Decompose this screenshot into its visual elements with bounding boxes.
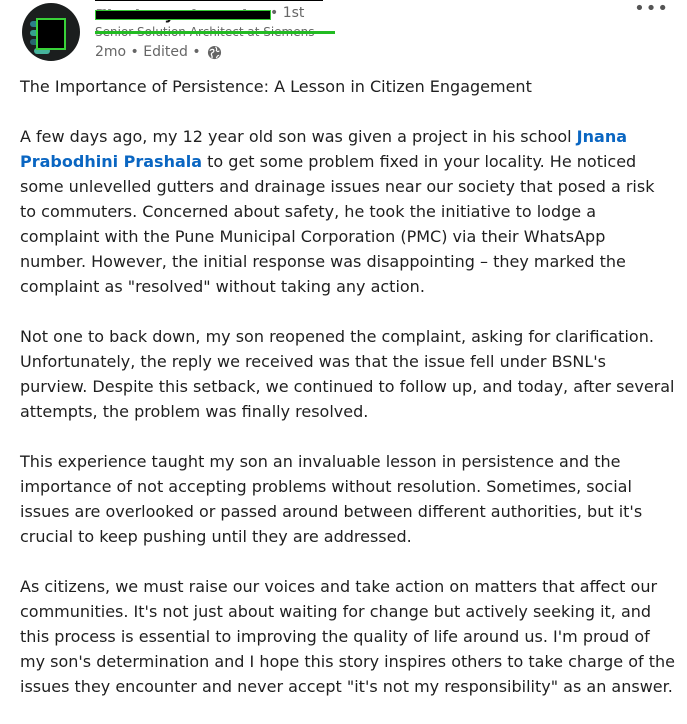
post-title: The Importance of Persistence: A Lesson in Citizen Engagement — [20, 77, 532, 96]
avatar-redaction — [36, 18, 66, 50]
post-paragraph: Not one to back down, my son reopened the complaint, asking for clarification. Unfortunately, the reply we received was that the issue fell under BSNL's purview. Despite this setback, we continued to follow up, and today, after several attempts, the problem was finally resolved. — [20, 327, 675, 421]
post-body — [20, 74, 675, 724]
connection-degree: • 1st — [270, 5, 305, 21]
more-options-icon[interactable]: ••• — [634, 0, 669, 19]
post-meta — [95, 44, 222, 60]
headline-redaction — [95, 31, 335, 34]
post-time-edited: 2mo • Edited • — [95, 44, 201, 60]
name-redaction — [95, 10, 271, 20]
post-paragraph: A few days ago, my 12 year old son was given a project in his school Jnana Prabodhini Prashala to get some problem fixed in your locality. He noticed some unlevelled gutters and drainage issues near our society that posed a risk to commuters. Concerned about safety, he took the initiative to lodge a complaint with the Pune Municipal Corporation (PMC) via their WhatsApp number. However, the initial response was disappointing – they marked the complaint as "resolved" without taking any action. — [20, 127, 655, 296]
post-paragraph: As citizens, we must raise our voices and take action on matters that affect our communities. It's not just about waiting for change but actively seeking it, and this process is essential to improving the quality of life around us. I'm proud of my son's determination and I hope this story inspires others to take charge of the issues they encounter and never accept "it's not my responsibility" as an answer. — [20, 577, 675, 696]
globe-icon[interactable] — [207, 45, 222, 60]
school-mention-link[interactable]: Jnana Prabodhini Prashala — [20, 127, 627, 171]
avatar[interactable] — [22, 3, 80, 61]
divider — [95, 0, 323, 1]
post-paragraph: This experience taught my son an invaluable lesson in persistence and the importance of not accepting problems without resolution. Sometimes, social issues are overlooked or passed around between different authorities, but it's crucial to keep pushing until they are addressed. — [20, 452, 643, 546]
